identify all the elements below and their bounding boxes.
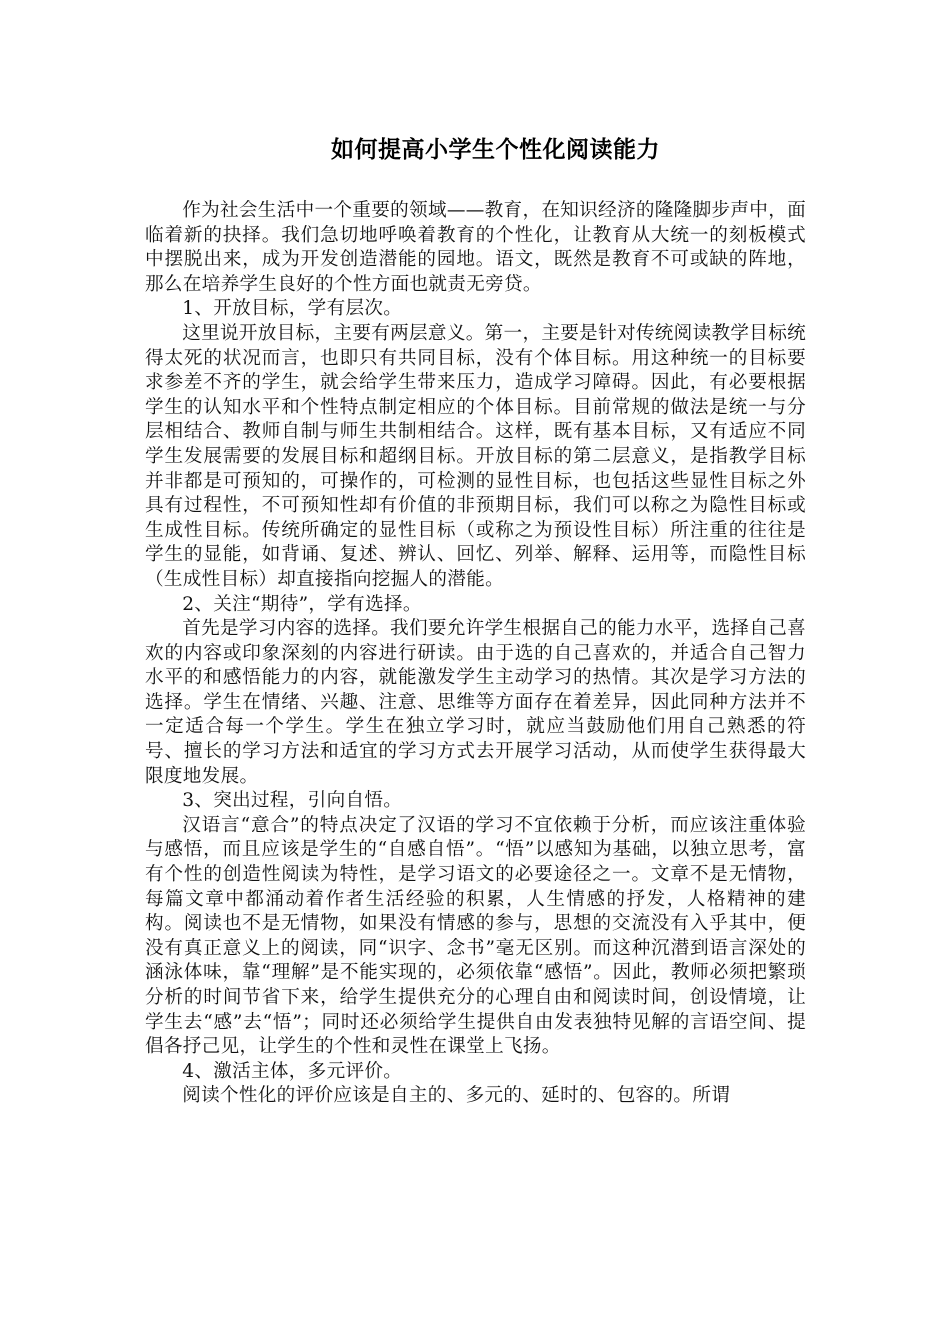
section-heading-1: 1、开放目标，学有层次。 <box>182 298 403 320</box>
section-heading-4: 4、激活主体，多元评价。 <box>182 1060 403 1082</box>
document-page <box>145 0 806 1109</box>
section-3-paragraph: 汉语言“意合”的特点决定了汉语的学习不宜依赖于分析，而应该注重体验与感悟，而且应该是学生的“自感自悟”。“悟”以感知为基础，以独立思考，富有个性的创造性阅读为特性，是学习语文的必要途径之一。文章不是无情物，每篇文章中都涌动着作者生活经验的积累，人生情感的抒发，人格精神的建构。阅读也不是无情物，如果没有情感的参与，思想的交流没有入乎其中，便没有真正意义上的阅读，同“识字、念书”毫无区别。而这种沉潜到语言深处的涵泳体味，靠“理解”是不能实现的，必须依靠“感悟”。因此，教师必须把繁琐分析的时间节省下来，给学生提供充分的心理自由和阅读时间，创设情境，让学生去“感”去“悟”；同时还必须给学生提供自由发表独特见解的言语空间、提倡各抒己见，让学生的个性和灵性在课堂上飞扬。 <box>145 814 806 1058</box>
document-body <box>145 199 806 1109</box>
section-2-paragraph: 首先是学习内容的选择。我们要允许学生根据自己的能力水平，选择自己喜欢的内容或印象深刻的内容进行研读。由于选的自己喜欢的，并适合自己智力水平的和感悟能力的内容，就能激发学生主动学习的热情。其次是学习方法的选择。学生在情绪、兴趣、注意、思维等方面存在着差异，因此同种方法并不一定适合每一个学生。学生在独立学习时，就应当鼓励他们用自己熟悉的符号、擅长的学习方法和适宜的学习方式去开展学习活动，从而使学生获得最大限度地发展。 <box>145 618 806 787</box>
section-heading-3: 3、突出过程，引向自悟。 <box>182 790 403 812</box>
section-1-paragraph: 这里说开放目标，主要有两层意义。第一，主要是针对传统阅读教学目标统得太死的状况而言，也即只有共同目标，没有个体目标。用这种统一的目标要求参差不齐的学生，就会给学生带来压力，造成学习障碍。因此，有必要根据学生的认知水平和个性特点制定相应的个体目标。目前常规的做法是统一与分层相结合、教师自制与师生共制相结合。这样，既有基本目标，又有适应不同学生发展需要的发展目标和超纲目标。开放目标的第二层意义，是指教学目标并非都是可预知的，可操作的，可检测的显性目标，也包括这些显性目标之外具有过程性，不可预知性却有价值的非预期目标，我们可以称之为隐性目标或生成性目标。传统所确定的显性目标（或称之为预设性目标）所注重的往往是学生的显能，如背诵、复述、辨认、回忆、列举、解释、运用等，而隐性目标（生成性目标）却直接指向挖掘人的潜能。 <box>145 322 806 590</box>
section-4-paragraph: 阅读个性化的评价应该是自主的、多元的、延时的、包容的。所谓 <box>182 1085 731 1107</box>
document-title: 如何提高小学生个性化阅读能力 <box>331 137 660 163</box>
section-heading-2: 2、关注“期待”，学有选择。 <box>182 593 422 615</box>
intro-paragraph: 作为社会生活中一个重要的领域——教育，在知识经济的隆隆脚步声中，面临着新的抉择。我们急切地呼唤着教育的个性化，让教育从大统一的刻板模式中摆脱出来，成为开发创造潜能的园地。语文，既然是教育不可或缺的阵地，那么在培养学生良好的个性方面也就责无旁贷。 <box>145 200 806 295</box>
